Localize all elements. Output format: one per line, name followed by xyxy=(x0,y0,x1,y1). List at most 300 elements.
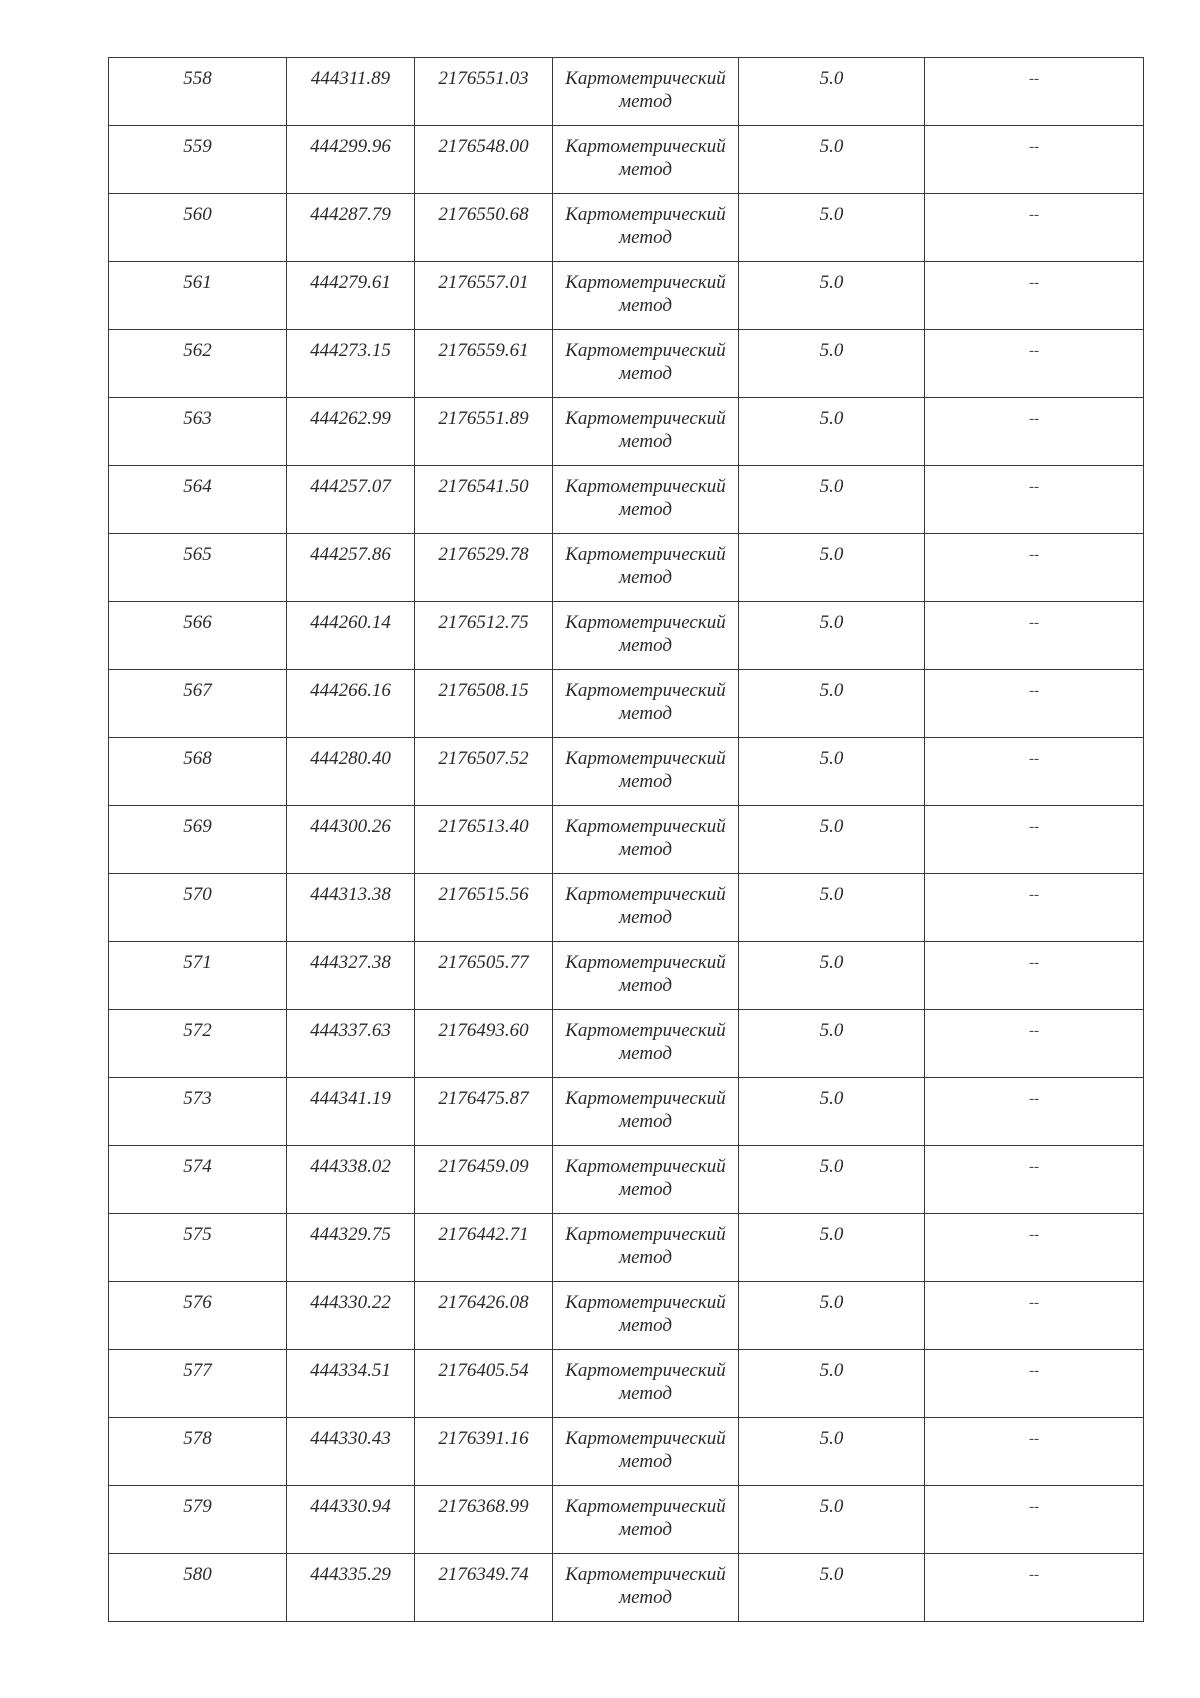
y-coordinate: 2176493.60 xyxy=(438,1020,529,1041)
method-cell xyxy=(553,1078,739,1146)
table-row xyxy=(109,194,1144,262)
method-text xyxy=(553,1418,738,1473)
x-coordinate-cell xyxy=(287,466,415,534)
method-text xyxy=(553,1486,738,1541)
accuracy-cell xyxy=(739,874,925,942)
y-coordinate-cell xyxy=(415,1010,553,1078)
x-coordinate: 444327.38 xyxy=(310,952,391,973)
x-coordinate-cell xyxy=(287,262,415,330)
table-row xyxy=(109,58,1144,126)
point-number-cell xyxy=(109,806,287,874)
note-value: -- xyxy=(1029,955,1039,971)
note-cell xyxy=(925,1554,1144,1622)
accuracy-cell xyxy=(739,942,925,1010)
x-coordinate-cell xyxy=(287,58,415,126)
accuracy-cell xyxy=(739,602,925,670)
method-line-2: метод xyxy=(619,1315,672,1336)
y-coordinate-cell xyxy=(415,126,553,194)
point-number: 558 xyxy=(183,68,212,89)
method-text xyxy=(553,1146,738,1201)
accuracy-cell xyxy=(739,58,925,126)
y-coordinate-cell xyxy=(415,670,553,738)
method-line-1: Картометрический xyxy=(565,1224,726,1245)
x-coordinate: 444313.38 xyxy=(310,884,391,905)
x-coordinate: 444329.75 xyxy=(310,1224,391,1245)
note-cell xyxy=(925,942,1144,1010)
x-coordinate-cell xyxy=(287,1078,415,1146)
x-coordinate: 444262.99 xyxy=(310,408,391,429)
note-value: -- xyxy=(1029,1159,1039,1175)
table-row xyxy=(109,1282,1144,1350)
x-coordinate: 444287.79 xyxy=(310,204,391,225)
accuracy-value: 5.0 xyxy=(819,884,844,905)
y-coordinate-cell xyxy=(415,262,553,330)
method-text xyxy=(553,262,738,317)
table-row xyxy=(109,1146,1144,1214)
method-cell xyxy=(553,1214,739,1282)
point-number-cell xyxy=(109,1418,287,1486)
x-coordinate: 444330.94 xyxy=(310,1496,391,1517)
point-number: 578 xyxy=(183,1428,212,1449)
point-number: 563 xyxy=(183,408,212,429)
method-line-2: метод xyxy=(619,1451,672,1472)
point-number: 571 xyxy=(183,952,212,973)
point-number-cell xyxy=(109,738,287,806)
note-value: -- xyxy=(1029,819,1039,835)
x-coordinate: 444299.96 xyxy=(310,136,391,157)
x-coordinate-cell xyxy=(287,1010,415,1078)
accuracy-value: 5.0 xyxy=(819,544,844,565)
method-cell xyxy=(553,1010,739,1078)
note-value: -- xyxy=(1029,139,1039,155)
accuracy-value: 5.0 xyxy=(819,816,844,837)
accuracy-value: 5.0 xyxy=(819,476,844,497)
method-text xyxy=(553,398,738,453)
point-number: 566 xyxy=(183,612,212,633)
y-coordinate-cell xyxy=(415,1214,553,1282)
y-coordinate: 2176426.08 xyxy=(438,1292,529,1313)
method-cell xyxy=(553,1282,739,1350)
y-coordinate: 2176557.01 xyxy=(438,272,529,293)
y-coordinate: 2176508.15 xyxy=(438,680,529,701)
point-number-cell xyxy=(109,1078,287,1146)
note-cell xyxy=(925,1418,1144,1486)
method-line-2: метод xyxy=(619,1587,672,1608)
point-number: 561 xyxy=(183,272,212,293)
method-cell xyxy=(553,466,739,534)
note-cell xyxy=(925,466,1144,534)
accuracy-cell xyxy=(739,466,925,534)
note-value: -- xyxy=(1029,615,1039,631)
method-text xyxy=(553,534,738,589)
method-line-1: Картометрический xyxy=(565,272,726,293)
x-coordinate: 444337.63 xyxy=(310,1020,391,1041)
accuracy-cell xyxy=(739,738,925,806)
accuracy-value: 5.0 xyxy=(819,204,844,225)
accuracy-cell xyxy=(739,126,925,194)
point-number-cell xyxy=(109,194,287,262)
point-number-cell xyxy=(109,1554,287,1622)
point-number: 567 xyxy=(183,680,212,701)
accuracy-value: 5.0 xyxy=(819,1224,844,1245)
accuracy-value: 5.0 xyxy=(819,1360,844,1381)
accuracy-cell xyxy=(739,330,925,398)
x-coordinate: 444334.51 xyxy=(310,1360,391,1381)
method-line-2: метод xyxy=(619,771,672,792)
accuracy-value: 5.0 xyxy=(819,952,844,973)
x-coordinate-cell xyxy=(287,942,415,1010)
accuracy-value: 5.0 xyxy=(819,1428,844,1449)
note-cell xyxy=(925,738,1144,806)
note-value: -- xyxy=(1029,1227,1039,1243)
note-value: -- xyxy=(1029,343,1039,359)
table-row xyxy=(109,466,1144,534)
method-line-1: Картометрический xyxy=(565,612,726,633)
accuracy-cell xyxy=(739,1350,925,1418)
method-line-1: Картометрический xyxy=(565,68,726,89)
y-coordinate-cell xyxy=(415,194,553,262)
method-line-2: метод xyxy=(619,907,672,928)
accuracy-value: 5.0 xyxy=(819,68,844,89)
x-coordinate: 444300.26 xyxy=(310,816,391,837)
accuracy-value: 5.0 xyxy=(819,272,844,293)
y-coordinate-cell xyxy=(415,1486,553,1554)
note-cell xyxy=(925,262,1144,330)
point-number: 565 xyxy=(183,544,212,565)
method-text xyxy=(553,738,738,793)
point-number: 570 xyxy=(183,884,212,905)
method-text xyxy=(553,874,738,929)
accuracy-cell xyxy=(739,1554,925,1622)
x-coordinate-cell xyxy=(287,670,415,738)
note-cell xyxy=(925,1146,1144,1214)
point-number-cell xyxy=(109,1350,287,1418)
method-line-1: Картометрический xyxy=(565,1496,726,1517)
method-line-2: метод xyxy=(619,363,672,384)
y-coordinate-cell xyxy=(415,942,553,1010)
point-number: 572 xyxy=(183,1020,212,1041)
point-number: 564 xyxy=(183,476,212,497)
note-value: -- xyxy=(1029,1567,1039,1583)
x-coordinate-cell xyxy=(287,1554,415,1622)
note-cell xyxy=(925,1010,1144,1078)
table-row xyxy=(109,1350,1144,1418)
method-cell xyxy=(553,262,739,330)
method-text xyxy=(553,806,738,861)
method-line-2: метод xyxy=(619,91,672,112)
method-line-1: Картометрический xyxy=(565,340,726,361)
note-cell xyxy=(925,806,1144,874)
point-number-cell xyxy=(109,466,287,534)
note-cell xyxy=(925,126,1144,194)
y-coordinate: 2176529.78 xyxy=(438,544,529,565)
point-number-cell xyxy=(109,1214,287,1282)
accuracy-cell xyxy=(739,1282,925,1350)
method-line-2: метод xyxy=(619,431,672,452)
note-value: -- xyxy=(1029,1499,1039,1515)
note-cell xyxy=(925,330,1144,398)
note-cell xyxy=(925,194,1144,262)
accuracy-cell xyxy=(739,1010,925,1078)
accuracy-value: 5.0 xyxy=(819,612,844,633)
x-coordinate-cell xyxy=(287,398,415,466)
accuracy-cell xyxy=(739,1214,925,1282)
x-coordinate-cell xyxy=(287,194,415,262)
method-text xyxy=(553,1282,738,1337)
method-line-2: метод xyxy=(619,1383,672,1404)
note-value: -- xyxy=(1029,275,1039,291)
method-line-2: метод xyxy=(619,703,672,724)
table-row xyxy=(109,806,1144,874)
note-value: -- xyxy=(1029,683,1039,699)
method-text xyxy=(553,330,738,385)
y-coordinate: 2176391.16 xyxy=(438,1428,529,1449)
point-number: 568 xyxy=(183,748,212,769)
accuracy-value: 5.0 xyxy=(819,1020,844,1041)
point-number-cell xyxy=(109,534,287,602)
method-text xyxy=(553,1214,738,1269)
method-line-2: метод xyxy=(619,1519,672,1540)
table-row xyxy=(109,262,1144,330)
x-coordinate-cell xyxy=(287,602,415,670)
note-value: -- xyxy=(1029,1091,1039,1107)
point-number: 580 xyxy=(183,1564,212,1585)
method-line-1: Картометрический xyxy=(565,1428,726,1449)
accuracy-value: 5.0 xyxy=(819,1292,844,1313)
method-line-1: Картометрический xyxy=(565,680,726,701)
method-line-1: Картометрический xyxy=(565,1564,726,1585)
note-value: -- xyxy=(1029,71,1039,87)
accuracy-value: 5.0 xyxy=(819,680,844,701)
method-line-2: метод xyxy=(619,839,672,860)
method-line-2: метод xyxy=(619,499,672,520)
accuracy-cell xyxy=(739,1146,925,1214)
accuracy-cell xyxy=(739,806,925,874)
point-number-cell xyxy=(109,398,287,466)
point-number: 576 xyxy=(183,1292,212,1313)
method-text xyxy=(553,670,738,725)
point-number-cell xyxy=(109,1146,287,1214)
point-number: 562 xyxy=(183,340,212,361)
accuracy-cell xyxy=(739,1486,925,1554)
x-coordinate-cell xyxy=(287,534,415,602)
table-row xyxy=(109,1486,1144,1554)
method-cell xyxy=(553,194,739,262)
y-coordinate: 2176368.99 xyxy=(438,1496,529,1517)
point-number: 577 xyxy=(183,1360,212,1381)
x-coordinate-cell xyxy=(287,1282,415,1350)
method-cell xyxy=(553,330,739,398)
method-line-1: Картометрический xyxy=(565,476,726,497)
table-row xyxy=(109,738,1144,806)
x-coordinate: 444273.15 xyxy=(310,340,391,361)
x-coordinate-cell xyxy=(287,1418,415,1486)
accuracy-value: 5.0 xyxy=(819,1088,844,1109)
note-cell xyxy=(925,1486,1144,1554)
accuracy-cell xyxy=(739,1418,925,1486)
y-coordinate: 2176551.89 xyxy=(438,408,529,429)
method-cell xyxy=(553,806,739,874)
x-coordinate-cell xyxy=(287,1214,415,1282)
point-number: 560 xyxy=(183,204,212,225)
note-value: -- xyxy=(1029,887,1039,903)
method-line-2: метод xyxy=(619,295,672,316)
method-cell xyxy=(553,1350,739,1418)
accuracy-value: 5.0 xyxy=(819,1564,844,1585)
note-value: -- xyxy=(1029,1295,1039,1311)
x-coordinate-cell xyxy=(287,874,415,942)
method-cell xyxy=(553,738,739,806)
note-cell xyxy=(925,602,1144,670)
point-number: 569 xyxy=(183,816,212,837)
point-number-cell xyxy=(109,1282,287,1350)
method-text xyxy=(553,1010,738,1065)
note-cell xyxy=(925,1282,1144,1350)
y-coordinate-cell xyxy=(415,738,553,806)
method-cell xyxy=(553,58,739,126)
method-text xyxy=(553,602,738,657)
method-cell xyxy=(553,874,739,942)
accuracy-value: 5.0 xyxy=(819,136,844,157)
method-line-1: Картометрический xyxy=(565,1020,726,1041)
y-coordinate: 2176349.74 xyxy=(438,1564,529,1585)
method-line-1: Картометрический xyxy=(565,884,726,905)
point-number: 575 xyxy=(183,1224,212,1245)
note-cell xyxy=(925,58,1144,126)
accuracy-value: 5.0 xyxy=(819,408,844,429)
table-row xyxy=(109,1554,1144,1622)
note-value: -- xyxy=(1029,751,1039,767)
x-coordinate: 444280.40 xyxy=(310,748,391,769)
y-coordinate: 2176505.77 xyxy=(438,952,529,973)
point-number: 559 xyxy=(183,136,212,157)
y-coordinate-cell xyxy=(415,602,553,670)
y-coordinate: 2176513.40 xyxy=(438,816,529,837)
method-line-2: метод xyxy=(619,567,672,588)
method-line-1: Картометрический xyxy=(565,544,726,565)
method-line-1: Картометрический xyxy=(565,748,726,769)
method-line-1: Картометрический xyxy=(565,1156,726,1177)
method-cell xyxy=(553,602,739,670)
method-cell xyxy=(553,398,739,466)
method-cell xyxy=(553,1146,739,1214)
method-line-2: метод xyxy=(619,1247,672,1268)
y-coordinate: 2176515.56 xyxy=(438,884,529,905)
table-row xyxy=(109,1214,1144,1282)
accuracy-value: 5.0 xyxy=(819,1156,844,1177)
method-line-1: Картометрический xyxy=(565,952,726,973)
method-text xyxy=(553,466,738,521)
method-text xyxy=(553,58,738,113)
y-coordinate: 2176405.54 xyxy=(438,1360,529,1381)
table-row xyxy=(109,534,1144,602)
y-coordinate-cell xyxy=(415,1554,553,1622)
y-coordinate-cell xyxy=(415,1078,553,1146)
y-coordinate-cell xyxy=(415,1418,553,1486)
note-value: -- xyxy=(1029,207,1039,223)
note-value: -- xyxy=(1029,479,1039,495)
y-coordinate-cell xyxy=(415,806,553,874)
x-coordinate: 444257.07 xyxy=(310,476,391,497)
note-value: -- xyxy=(1029,411,1039,427)
method-cell xyxy=(553,942,739,1010)
table-row xyxy=(109,670,1144,738)
x-coordinate: 444338.02 xyxy=(310,1156,391,1177)
x-coordinate: 444335.29 xyxy=(310,1564,391,1585)
point-number: 574 xyxy=(183,1156,212,1177)
coordinates-table xyxy=(108,57,1144,1622)
method-cell xyxy=(553,1418,739,1486)
table-row xyxy=(109,1010,1144,1078)
note-value: -- xyxy=(1029,1023,1039,1039)
y-coordinate-cell xyxy=(415,1146,553,1214)
point-number: 573 xyxy=(183,1088,212,1109)
method-text xyxy=(553,1554,738,1609)
x-coordinate-cell xyxy=(287,330,415,398)
y-coordinate: 2176507.52 xyxy=(438,748,529,769)
point-number-cell xyxy=(109,874,287,942)
method-cell xyxy=(553,1554,739,1622)
point-number: 579 xyxy=(183,1496,212,1517)
x-coordinate-cell xyxy=(287,1486,415,1554)
method-text xyxy=(553,942,738,997)
method-cell xyxy=(553,670,739,738)
method-line-2: метод xyxy=(619,1179,672,1200)
accuracy-cell xyxy=(739,262,925,330)
table-row xyxy=(109,330,1144,398)
method-cell xyxy=(553,1486,739,1554)
accuracy-value: 5.0 xyxy=(819,748,844,769)
point-number-cell xyxy=(109,670,287,738)
x-coordinate: 444311.89 xyxy=(310,68,391,89)
method-line-2: метод xyxy=(619,975,672,996)
accuracy-cell xyxy=(739,398,925,466)
note-cell xyxy=(925,398,1144,466)
y-coordinate: 2176459.09 xyxy=(438,1156,529,1177)
x-coordinate: 444341.19 xyxy=(310,1088,391,1109)
method-line-1: Картометрический xyxy=(565,1360,726,1381)
note-value: -- xyxy=(1029,1363,1039,1379)
note-value: -- xyxy=(1029,547,1039,563)
method-line-1: Картометрический xyxy=(565,204,726,225)
y-coordinate-cell xyxy=(415,58,553,126)
x-coordinate: 444330.43 xyxy=(310,1428,391,1449)
x-coordinate: 444266.16 xyxy=(310,680,391,701)
method-text xyxy=(553,194,738,249)
x-coordinate-cell xyxy=(287,806,415,874)
y-coordinate-cell xyxy=(415,1282,553,1350)
note-cell xyxy=(925,1214,1144,1282)
y-coordinate: 2176475.87 xyxy=(438,1088,529,1109)
x-coordinate: 444260.14 xyxy=(310,612,391,633)
method-line-2: метод xyxy=(619,635,672,656)
accuracy-cell xyxy=(739,194,925,262)
accuracy-value: 5.0 xyxy=(819,340,844,361)
point-number-cell xyxy=(109,942,287,1010)
point-number-cell xyxy=(109,126,287,194)
table-row xyxy=(109,942,1144,1010)
y-coordinate-cell xyxy=(415,398,553,466)
note-cell xyxy=(925,1078,1144,1146)
point-number-cell xyxy=(109,58,287,126)
method-line-2: метод xyxy=(619,1043,672,1064)
accuracy-cell xyxy=(739,534,925,602)
x-coordinate: 444257.86 xyxy=(310,544,391,565)
note-cell xyxy=(925,670,1144,738)
y-coordinate: 2176512.75 xyxy=(438,612,529,633)
table-row xyxy=(109,874,1144,942)
point-number-cell xyxy=(109,330,287,398)
